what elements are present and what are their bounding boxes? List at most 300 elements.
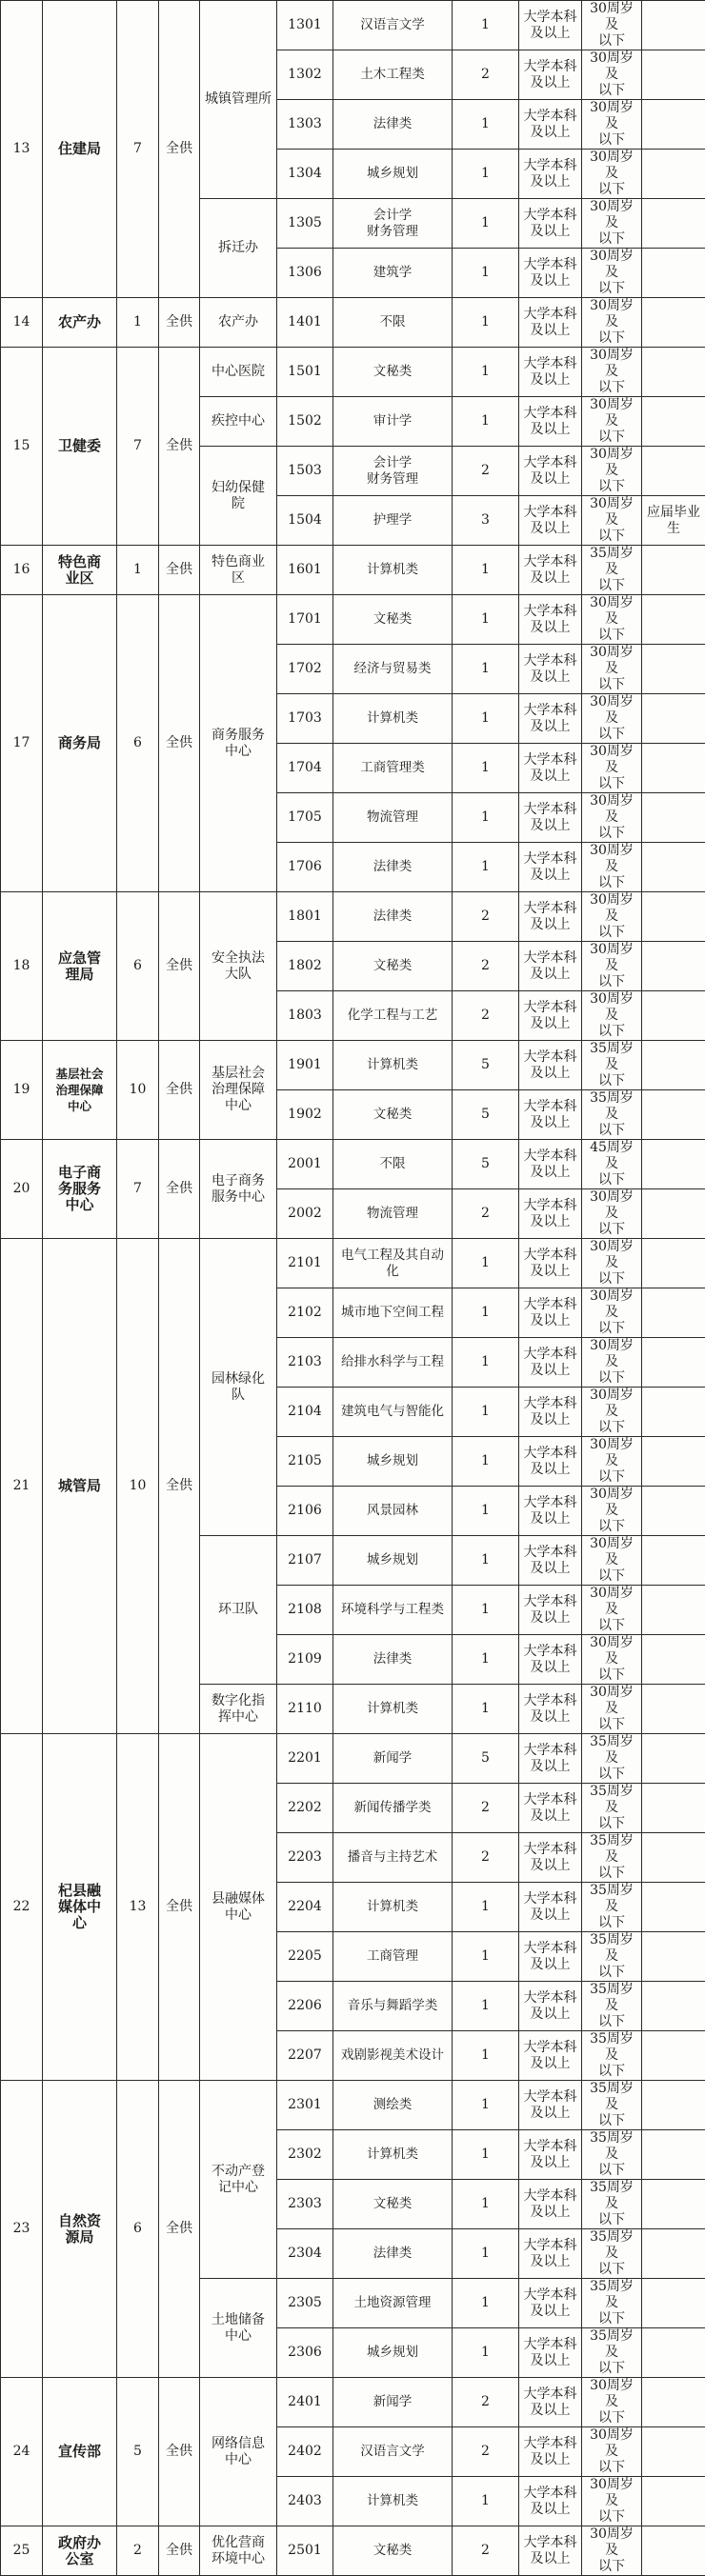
position-code-cell: 2102 (277, 1288, 333, 1338)
education-cell: 大学本科 及以上 (519, 793, 582, 843)
major-cell: 文秘类 (333, 2526, 453, 2576)
serial-number-cell: 24 (1, 2378, 43, 2526)
funding-type-cell: 全供 (159, 298, 200, 348)
department-cell: 土地储备 中心 (200, 2279, 277, 2378)
note-cell (642, 1635, 705, 1685)
education-cell: 大学本科 及以上 (519, 2328, 582, 2378)
education-cell: 大学本科 及以上 (519, 1, 582, 50)
department-cell: 商务服务 中心 (200, 595, 277, 892)
funding-type-cell: 全供 (159, 1140, 200, 1239)
education-cell: 大学本科 及以上 (519, 1883, 582, 1932)
unit-total-cell: 10 (117, 1239, 159, 1734)
age-limit-cell: 30周岁及 以下 (582, 100, 642, 150)
age-limit-cell: 35周岁及 以下 (582, 1883, 642, 1932)
position-code-cell: 1502 (277, 397, 333, 447)
unit-total-cell: 10 (117, 1041, 159, 1140)
position-code-cell: 1902 (277, 1090, 333, 1140)
unit-name-cell: 农产办 (43, 298, 117, 348)
unit-name-cell: 特色商 业区 (43, 546, 117, 595)
education-cell: 大学本科 及以上 (519, 1685, 582, 1734)
major-cell: 计算机类 (333, 2477, 453, 2526)
note-cell (642, 2427, 705, 2477)
age-limit-cell: 35周岁及 以下 (582, 546, 642, 595)
department-cell: 园林绿化 队 (200, 1239, 277, 1536)
note-cell (642, 1338, 705, 1388)
unit-name-cell: 卫健委 (43, 348, 117, 546)
note-cell (642, 1982, 705, 2031)
position-code-cell: 2306 (277, 2328, 333, 2378)
major-cell: 计算机类 (333, 1883, 453, 1932)
serial-number-cell: 14 (1, 298, 43, 348)
age-limit-cell: 35周岁及 以下 (582, 1833, 642, 1883)
position-code-cell: 1306 (277, 249, 333, 298)
major-cell: 计算机类 (333, 1041, 453, 1090)
age-limit-cell: 35周岁及 以下 (582, 2130, 642, 2180)
note-cell (642, 2031, 705, 2081)
note-cell (642, 694, 705, 744)
position-code-cell: 1401 (277, 298, 333, 348)
table-row (1, 892, 705, 942)
age-limit-cell: 30周岁及 以下 (582, 150, 642, 199)
serial-number-cell: 25 (1, 2526, 43, 2576)
age-limit-cell: 30周岁及 以下 (582, 1586, 642, 1635)
age-limit-cell: 30周岁及 以下 (582, 1685, 642, 1734)
age-limit-cell: 30周岁及 以下 (582, 892, 642, 942)
position-code-cell: 2202 (277, 1784, 333, 1833)
major-cell: 建筑学 (333, 249, 453, 298)
headcount-cell: 1 (453, 2477, 519, 2526)
education-cell: 大学本科 及以上 (519, 50, 582, 100)
department-cell: 数字化指 挥中心 (200, 1685, 277, 1734)
age-limit-cell: 30周岁及 以下 (582, 298, 642, 348)
headcount-cell: 1 (453, 843, 519, 892)
position-code-cell: 2304 (277, 2229, 333, 2279)
major-cell: 计算机类 (333, 546, 453, 595)
note-cell (642, 1288, 705, 1338)
position-code-cell: 2302 (277, 2130, 333, 2180)
position-code-cell: 1901 (277, 1041, 333, 1090)
major-cell: 法律类 (333, 100, 453, 150)
department-cell: 网络信息 中心 (200, 2378, 277, 2526)
headcount-cell: 1 (453, 2130, 519, 2180)
major-cell: 物流管理 (333, 793, 453, 843)
position-code-cell: 1705 (277, 793, 333, 843)
note-cell (642, 1536, 705, 1586)
age-limit-cell: 35周岁及 以下 (582, 1784, 642, 1833)
education-cell: 大学本科 及以上 (519, 150, 582, 199)
major-cell: 工商管理 (333, 1932, 453, 1982)
education-cell: 大学本科 及以上 (519, 892, 582, 942)
age-limit-cell: 30周岁及 以下 (582, 348, 642, 397)
unit-total-cell: 1 (117, 546, 159, 595)
position-code-cell: 2101 (277, 1239, 333, 1288)
note-cell (642, 397, 705, 447)
age-limit-cell: 30周岁及 以下 (582, 1, 642, 50)
serial-number-cell: 17 (1, 595, 43, 892)
major-cell: 播音与主持艺术 (333, 1833, 453, 1883)
serial-number-cell: 22 (1, 1734, 43, 2081)
position-code-cell: 1706 (277, 843, 333, 892)
education-cell: 大学本科 及以上 (519, 991, 582, 1041)
education-cell: 大学本科 及以上 (519, 1041, 582, 1090)
age-limit-cell: 30周岁及 以下 (582, 50, 642, 100)
headcount-cell: 1 (453, 1437, 519, 1487)
headcount-cell: 1 (453, 1883, 519, 1932)
unit-total-cell: 7 (117, 348, 159, 546)
funding-type-cell: 全供 (159, 546, 200, 595)
headcount-cell: 5 (453, 1041, 519, 1090)
table-row (1, 1140, 705, 1189)
position-code-cell: 2207 (277, 2031, 333, 2081)
headcount-cell: 5 (453, 1090, 519, 1140)
major-cell: 护理学 (333, 496, 453, 546)
age-limit-cell: 30周岁及 以下 (582, 1189, 642, 1239)
note-cell (642, 2130, 705, 2180)
position-code-cell: 2204 (277, 1883, 333, 1932)
headcount-cell: 1 (453, 546, 519, 595)
headcount-cell: 1 (453, 199, 519, 249)
age-limit-cell: 35周岁及 以下 (582, 1932, 642, 1982)
headcount-cell: 1 (453, 645, 519, 694)
age-limit-cell: 35周岁及 以下 (582, 2229, 642, 2279)
education-cell: 大学本科 及以上 (519, 2427, 582, 2477)
education-cell: 大学本科 及以上 (519, 2378, 582, 2427)
major-cell: 会计学 财务管理 (333, 447, 453, 496)
age-limit-cell: 30周岁及 以下 (582, 1487, 642, 1536)
department-cell: 中心医院 (200, 348, 277, 397)
headcount-cell: 1 (453, 1536, 519, 1586)
position-code-cell: 2303 (277, 2180, 333, 2229)
major-cell: 不限 (333, 1140, 453, 1189)
note-cell (642, 2526, 705, 2576)
department-cell: 妇幼保健 院 (200, 447, 277, 546)
note-cell (642, 1189, 705, 1239)
headcount-cell: 2 (453, 2427, 519, 2477)
position-code-cell: 1801 (277, 892, 333, 942)
headcount-cell: 2 (453, 1833, 519, 1883)
position-code-cell: 2002 (277, 1189, 333, 1239)
education-cell: 大学本科 及以上 (519, 942, 582, 991)
education-cell: 大学本科 及以上 (519, 1734, 582, 1784)
age-limit-cell: 30周岁及 以下 (582, 1338, 642, 1388)
age-limit-cell: 30周岁及 以下 (582, 694, 642, 744)
headcount-cell: 3 (453, 496, 519, 546)
note-cell (642, 447, 705, 496)
major-cell: 城乡规划 (333, 1437, 453, 1487)
age-limit-cell: 30周岁及 以下 (582, 1536, 642, 1586)
headcount-cell: 2 (453, 942, 519, 991)
position-code-cell: 1701 (277, 595, 333, 645)
age-limit-cell: 35周岁及 以下 (582, 2328, 642, 2378)
age-limit-cell: 30周岁及 以下 (582, 1388, 642, 1437)
note-cell (642, 793, 705, 843)
headcount-cell: 1 (453, 150, 519, 199)
headcount-cell: 1 (453, 595, 519, 645)
note-cell (642, 50, 705, 100)
unit-total-cell: 2 (117, 2526, 159, 2576)
position-code-cell: 2305 (277, 2279, 333, 2328)
note-cell (642, 1734, 705, 1784)
education-cell: 大学本科 及以上 (519, 1189, 582, 1239)
note-cell (642, 2081, 705, 2130)
note-cell (642, 199, 705, 249)
education-cell: 大学本科 及以上 (519, 1982, 582, 2031)
age-limit-cell: 30周岁及 以下 (582, 744, 642, 793)
position-code-cell: 1702 (277, 645, 333, 694)
serial-number-cell: 21 (1, 1239, 43, 1734)
age-limit-cell: 45周岁及 以下 (582, 1140, 642, 1189)
funding-type-cell: 全供 (159, 348, 200, 546)
major-cell: 音乐与舞蹈学类 (333, 1982, 453, 2031)
major-cell: 测绘类 (333, 2081, 453, 2130)
position-code-cell: 2103 (277, 1338, 333, 1388)
headcount-cell: 1 (453, 2031, 519, 2081)
major-cell: 计算机类 (333, 694, 453, 744)
major-cell: 计算机类 (333, 2130, 453, 2180)
serial-number-cell: 13 (1, 1, 43, 298)
position-code-cell: 2105 (277, 1437, 333, 1487)
education-cell: 大学本科 及以上 (519, 694, 582, 744)
department-cell: 县融媒体 中心 (200, 1734, 277, 2081)
position-code-cell: 1803 (277, 991, 333, 1041)
age-limit-cell: 35周岁及 以下 (582, 1090, 642, 1140)
serial-number-cell: 23 (1, 2081, 43, 2378)
headcount-cell: 2 (453, 1189, 519, 1239)
table-row (1, 1734, 705, 1784)
note-cell (642, 744, 705, 793)
headcount-cell: 1 (453, 2229, 519, 2279)
headcount-cell: 2 (453, 1784, 519, 1833)
major-cell: 法律类 (333, 892, 453, 942)
age-limit-cell: 30周岁及 以下 (582, 1239, 642, 1288)
funding-type-cell: 全供 (159, 2081, 200, 2378)
education-cell: 大学本科 及以上 (519, 1338, 582, 1388)
note-cell (642, 348, 705, 397)
headcount-cell: 1 (453, 793, 519, 843)
age-limit-cell: 35周岁及 以下 (582, 2279, 642, 2328)
headcount-cell: 2 (453, 892, 519, 942)
major-cell: 环境科学与工程类 (333, 1586, 453, 1635)
department-cell: 疾控中心 (200, 397, 277, 447)
unit-total-cell: 13 (117, 1734, 159, 2081)
major-cell: 风景园林 (333, 1487, 453, 1536)
age-limit-cell: 30周岁及 以下 (582, 2427, 642, 2477)
note-cell (642, 1090, 705, 1140)
position-code-cell: 1601 (277, 546, 333, 595)
position-code-cell: 1504 (277, 496, 333, 546)
unit-total-cell: 1 (117, 298, 159, 348)
table-row (1, 1041, 705, 1090)
headcount-cell: 1 (453, 1239, 519, 1288)
unit-name-cell: 电子商 务服务 中心 (43, 1140, 117, 1239)
funding-type-cell: 全供 (159, 1041, 200, 1140)
education-cell: 大学本科 及以上 (519, 447, 582, 496)
table-body (1, 1, 705, 2576)
headcount-cell: 1 (453, 249, 519, 298)
note-cell (642, 1883, 705, 1932)
headcount-cell: 1 (453, 1, 519, 50)
note-cell (642, 249, 705, 298)
unit-name-cell: 应急管 理局 (43, 892, 117, 1041)
note-cell (642, 892, 705, 942)
funding-type-cell: 全供 (159, 2526, 200, 2576)
major-cell: 物流管理 (333, 1189, 453, 1239)
major-cell: 城市地下空间工程 (333, 1288, 453, 1338)
major-cell: 不限 (333, 298, 453, 348)
note-cell (642, 150, 705, 199)
headcount-cell: 2 (453, 2526, 519, 2576)
position-code-cell: 1703 (277, 694, 333, 744)
major-cell: 土木工程类 (333, 50, 453, 100)
note-cell (642, 595, 705, 645)
age-limit-cell: 30周岁及 以下 (582, 645, 642, 694)
note-cell (642, 1586, 705, 1635)
table-row (1, 348, 705, 397)
table-row (1, 298, 705, 348)
major-cell: 新闻学 (333, 2378, 453, 2427)
headcount-cell: 2 (453, 50, 519, 100)
major-cell: 法律类 (333, 2229, 453, 2279)
department-cell: 基层社会 治理保障 中心 (200, 1041, 277, 1140)
major-cell: 文秘类 (333, 942, 453, 991)
position-code-cell: 2205 (277, 1932, 333, 1982)
table-row (1, 1239, 705, 1288)
education-cell: 大学本科 及以上 (519, 744, 582, 793)
education-cell: 大学本科 及以上 (519, 1288, 582, 1338)
education-cell: 大学本科 及以上 (519, 843, 582, 892)
position-code-cell: 2104 (277, 1388, 333, 1437)
note-cell (642, 546, 705, 595)
education-cell: 大学本科 及以上 (519, 1437, 582, 1487)
note-cell (642, 991, 705, 1041)
funding-type-cell: 全供 (159, 595, 200, 892)
education-cell: 大学本科 及以上 (519, 2130, 582, 2180)
department-cell: 农产办 (200, 298, 277, 348)
unit-total-cell: 6 (117, 2081, 159, 2378)
major-cell: 会计学 财务管理 (333, 199, 453, 249)
position-code-cell: 1304 (277, 150, 333, 199)
table-row (1, 2526, 705, 2576)
note-cell (642, 2279, 705, 2328)
major-cell: 城乡规划 (333, 1536, 453, 1586)
department-cell: 城镇管理所 (200, 1, 277, 199)
education-cell: 大学本科 及以上 (519, 1239, 582, 1288)
age-limit-cell: 30周岁及 以下 (582, 2378, 642, 2427)
education-cell: 大学本科 及以上 (519, 1388, 582, 1437)
major-cell: 汉语言文学 (333, 2427, 453, 2477)
major-cell: 建筑电气与智能化 (333, 1388, 453, 1437)
age-limit-cell: 30周岁及 以下 (582, 991, 642, 1041)
education-cell: 大学本科 及以上 (519, 2081, 582, 2130)
major-cell: 戏剧影视美术设计 (333, 2031, 453, 2081)
position-code-cell: 1501 (277, 348, 333, 397)
funding-type-cell: 全供 (159, 892, 200, 1041)
unit-total-cell: 6 (117, 595, 159, 892)
major-cell: 给排水科学与工程 (333, 1338, 453, 1388)
position-code-cell: 2402 (277, 2427, 333, 2477)
note-cell (642, 1140, 705, 1189)
serial-number-cell: 20 (1, 1140, 43, 1239)
headcount-cell: 1 (453, 1932, 519, 1982)
education-cell: 大学本科 及以上 (519, 397, 582, 447)
serial-number-cell: 16 (1, 546, 43, 595)
major-cell: 审计学 (333, 397, 453, 447)
table-row (1, 546, 705, 595)
education-cell: 大学本科 及以上 (519, 496, 582, 546)
education-cell: 大学本科 及以上 (519, 1090, 582, 1140)
funding-type-cell: 全供 (159, 1, 200, 298)
age-limit-cell: 35周岁及 以下 (582, 1734, 642, 1784)
headcount-cell: 1 (453, 744, 519, 793)
age-limit-cell: 30周岁及 以下 (582, 496, 642, 546)
serial-number-cell: 19 (1, 1041, 43, 1140)
position-code-cell: 2301 (277, 2081, 333, 2130)
unit-name-cell: 自然资 源局 (43, 2081, 117, 2378)
age-limit-cell: 30周岁及 以下 (582, 397, 642, 447)
unit-name-cell: 城管局 (43, 1239, 117, 1734)
headcount-cell: 1 (453, 348, 519, 397)
major-cell: 新闻学 (333, 1734, 453, 1784)
education-cell: 大学本科 及以上 (519, 1586, 582, 1635)
headcount-cell: 1 (453, 2180, 519, 2229)
department-cell: 优化营商 环境中心 (200, 2526, 277, 2576)
major-cell: 电气工程及其自动化 (333, 1239, 453, 1288)
headcount-cell: 5 (453, 1734, 519, 1784)
education-cell: 大学本科 及以上 (519, 1536, 582, 1586)
position-code-cell: 2206 (277, 1982, 333, 2031)
position-code-cell: 2107 (277, 1536, 333, 1586)
major-cell: 法律类 (333, 1635, 453, 1685)
note-cell (642, 942, 705, 991)
major-cell: 文秘类 (333, 348, 453, 397)
position-code-cell: 2203 (277, 1833, 333, 1883)
department-cell: 安全执法 大队 (200, 892, 277, 1041)
table-row (1, 2081, 705, 2130)
major-cell: 文秘类 (333, 595, 453, 645)
note-cell (642, 1784, 705, 1833)
serial-number-cell: 18 (1, 892, 43, 1041)
funding-type-cell: 全供 (159, 1239, 200, 1734)
note-cell (642, 1, 705, 50)
note-cell (642, 298, 705, 348)
headcount-cell: 1 (453, 1635, 519, 1685)
age-limit-cell: 30周岁及 以下 (582, 1437, 642, 1487)
major-cell: 工商管理类 (333, 744, 453, 793)
education-cell: 大学本科 及以上 (519, 546, 582, 595)
headcount-cell: 1 (453, 298, 519, 348)
major-cell: 土地资源管理 (333, 2279, 453, 2328)
age-limit-cell: 30周岁及 以下 (582, 793, 642, 843)
age-limit-cell: 30周岁及 以下 (582, 447, 642, 496)
headcount-cell: 1 (453, 2081, 519, 2130)
major-cell: 计算机类 (333, 1685, 453, 1734)
major-cell: 法律类 (333, 843, 453, 892)
headcount-cell: 1 (453, 397, 519, 447)
age-limit-cell: 30周岁及 以下 (582, 2477, 642, 2526)
education-cell: 大学本科 及以上 (519, 100, 582, 150)
age-limit-cell: 30周岁及 以下 (582, 249, 642, 298)
table-row (1, 2378, 705, 2427)
headcount-cell: 1 (453, 100, 519, 150)
headcount-cell: 1 (453, 1685, 519, 1734)
note-cell (642, 645, 705, 694)
position-code-cell: 2401 (277, 2378, 333, 2427)
position-code-cell: 2110 (277, 1685, 333, 1734)
headcount-cell: 1 (453, 1586, 519, 1635)
age-limit-cell: 35周岁及 以下 (582, 2180, 642, 2229)
headcount-cell: 1 (453, 1338, 519, 1388)
position-code-cell: 1503 (277, 447, 333, 496)
